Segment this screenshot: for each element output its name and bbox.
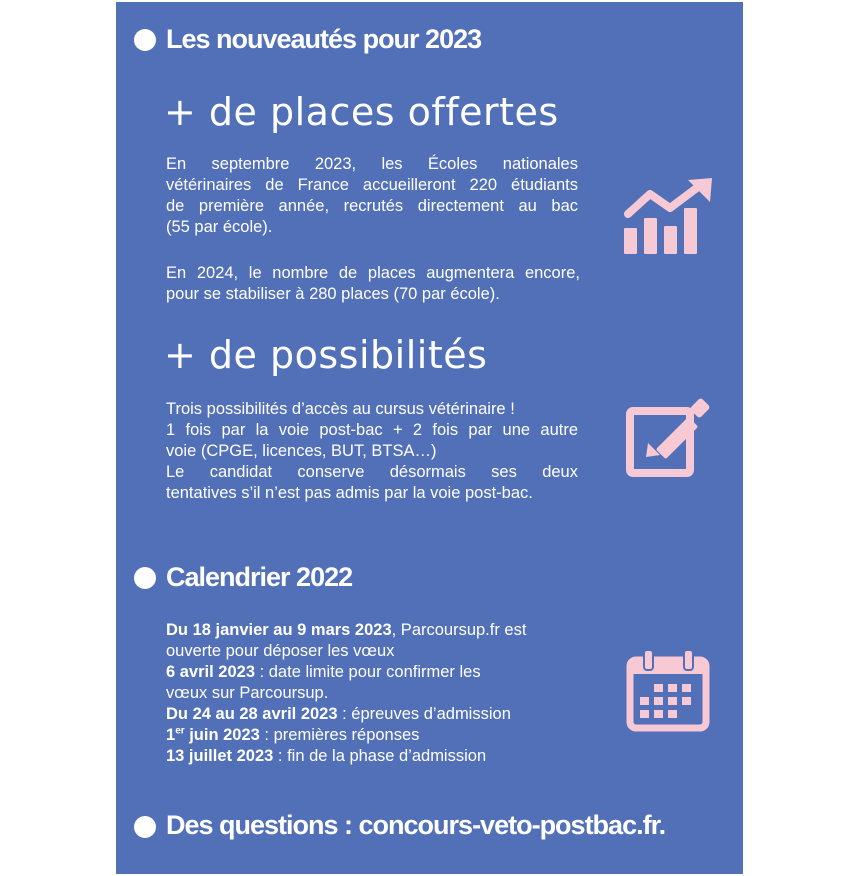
places-paragraph-1 bbox=[166, 154, 578, 238]
possibilities-line: voie (CPGE, licences, BUT, BTSA…) bbox=[166, 442, 437, 460]
calendar-date: 13 juillet 2023 bbox=[166, 747, 274, 765]
calendar-entry-cont: ouverte pour déposer les vœux bbox=[166, 642, 395, 660]
calendar-text: : épreuves d’admission bbox=[337, 705, 511, 723]
places-line: de première année, recrutés directement au bac bbox=[166, 197, 578, 215]
possibilities-paragraph bbox=[166, 399, 578, 504]
calendar-text: : date limite pour confirmer les bbox=[255, 663, 481, 681]
edit-icon bbox=[624, 395, 714, 479]
section-heading-calendar: Calendrier 2022 bbox=[166, 562, 353, 592]
possibilities-line: Trois possibilités d’accès au cursus vétérinaire ! bbox=[166, 400, 515, 418]
possibilities-line: tentatives s’il n’est pas admis par la voie post-bac. bbox=[166, 484, 533, 502]
places-paragraph-2 bbox=[166, 263, 580, 305]
bullet-icon bbox=[134, 567, 156, 589]
section-heading-news: Les nouveautés pour 2023 bbox=[166, 24, 482, 54]
calendar-date: 6 avril 2023 bbox=[166, 663, 255, 681]
calendar-entry bbox=[166, 662, 586, 683]
calendar-entry bbox=[166, 725, 586, 746]
bullet-icon bbox=[134, 29, 156, 51]
possibilities-title: + de possibilités bbox=[164, 333, 488, 377]
calendar-icon bbox=[626, 648, 712, 732]
calendar-entry bbox=[166, 620, 586, 641]
calendar-date: Du 24 au 28 avril 2023 bbox=[166, 705, 338, 723]
calendar-entry bbox=[166, 746, 586, 767]
calendar-entry bbox=[166, 704, 586, 725]
calendar-date-sup: er bbox=[175, 725, 185, 737]
places-line: En septembre 2023, les Écoles nationales bbox=[166, 155, 578, 173]
section-heading-questions: Des questions : concours-veto-postbac.fr. bbox=[166, 810, 666, 840]
calendar-text: : premières réponses bbox=[259, 726, 420, 744]
places-line: vétérinaires de France accueilleront 220 étudiants bbox=[166, 176, 578, 194]
calendar-date-part: 1 bbox=[166, 726, 176, 744]
calendar-text: : fin de la phase d’admission bbox=[273, 747, 487, 765]
growth-chart-icon bbox=[622, 178, 714, 256]
places-line: pour se stabiliser à 280 places (70 par école). bbox=[166, 285, 500, 303]
calendar-list bbox=[166, 620, 586, 767]
calendar-date-part: juin 2023 bbox=[184, 726, 260, 744]
places-line: (55 par école). bbox=[166, 218, 273, 236]
calendar-text: , Parcoursup.fr est bbox=[391, 621, 527, 639]
calendar-date bbox=[166, 726, 260, 744]
info-panel bbox=[116, 2, 743, 874]
possibilities-line: 1 fois par la voie post-bac + 2 fois par une autre bbox=[166, 421, 578, 439]
places-title: + de places offertes bbox=[164, 90, 559, 134]
calendar-date: Du 18 janvier au 9 mars 2023 bbox=[166, 621, 392, 639]
places-line: En 2024, le nombre de places augmentera encore, bbox=[166, 264, 580, 282]
bullet-icon bbox=[134, 816, 156, 838]
possibilities-line: Le candidat conserve désormais ses deux bbox=[166, 463, 578, 481]
calendar-entry-cont: vœux sur Parcoursup. bbox=[166, 684, 329, 702]
